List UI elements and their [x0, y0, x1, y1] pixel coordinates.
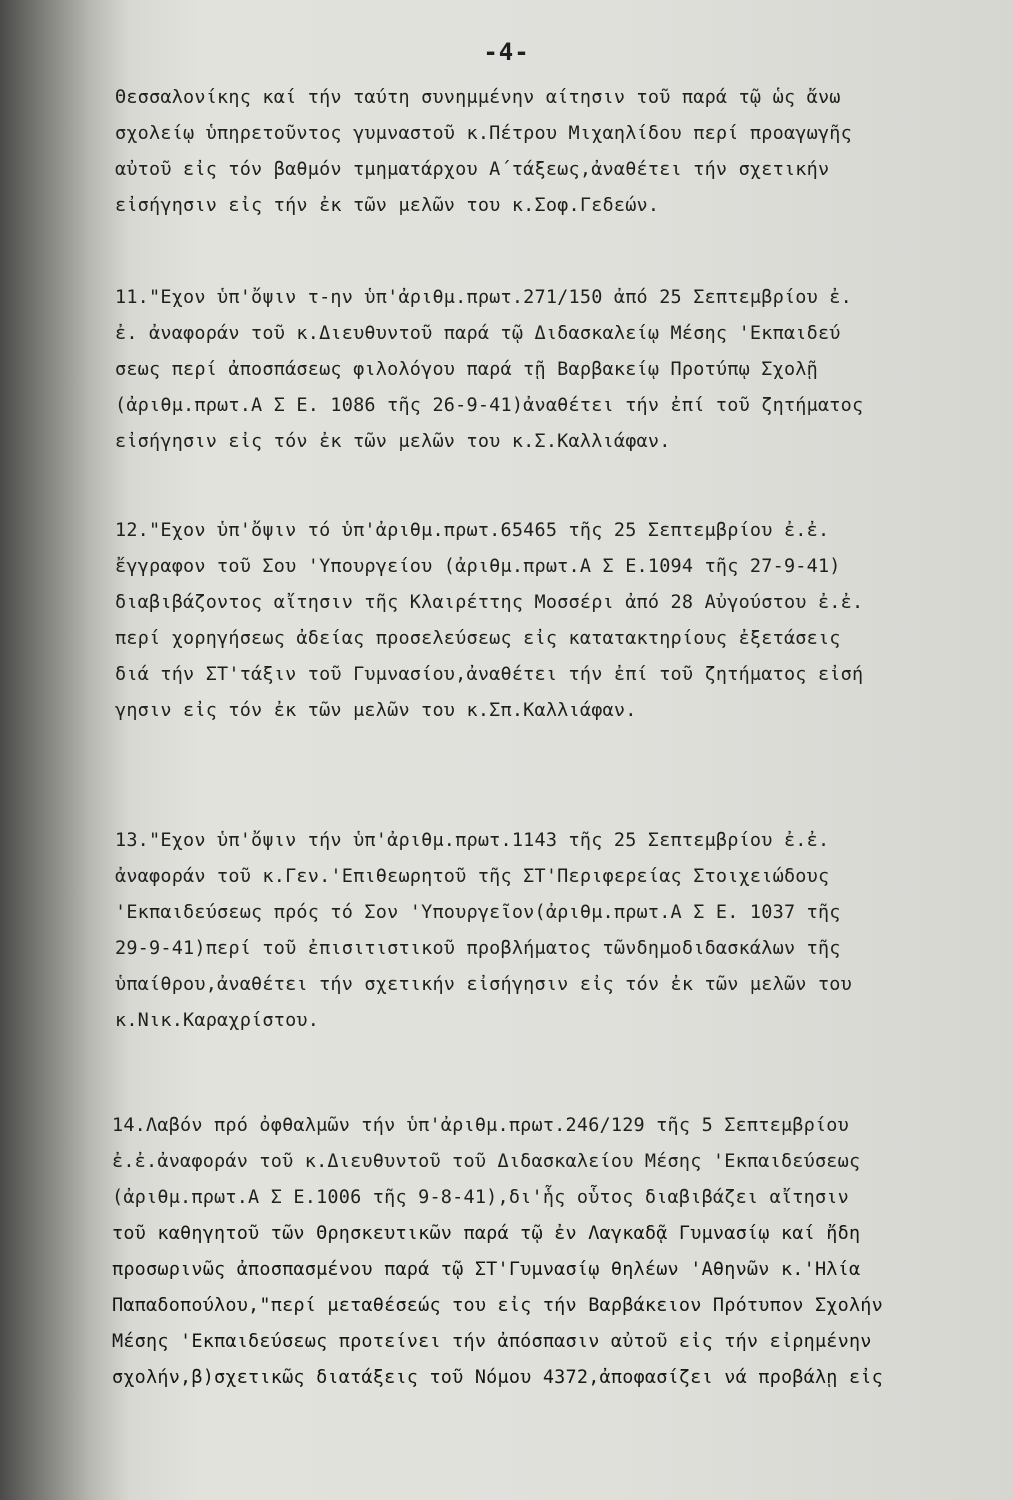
text-line: ἐ.ἐ.ἀναφοράν τοῦ κ.Διευθυντοῦ τοῦ Διδασκαλείου Μέσης 'Εκπαιδεύσεως: [112, 1151, 861, 1172]
text-line: αὐτοῦ εἰς τόν βαθμόν τμηματάρχου Α΄τάξεως,ἀναθέτει τήν σχετικήν: [115, 159, 830, 180]
text-line: περί χορηγήσεως ἀδείας προσελεύσεως εἰς κατατακτηρίους ἐξετάσεις: [115, 628, 841, 649]
paragraph-item-12: [115, 513, 995, 729]
text-line: 12."Εχον ὑπ'ὄψιν τό ὑπ'ἀριθμ.πρωτ.65465 τῆς 25 Σεπτεμβρίου ἐ.ἐ.: [115, 520, 830, 541]
text-line: σεως περί ἀποσπάσεως φιλολόγου παρά τῇ Βαρβακείῳ Προτύπῳ Σχολῇ: [115, 359, 818, 380]
paragraph-item-11: [115, 280, 995, 460]
text-line: Μέσης 'Εκπαιδεύσεως προτείνει τήν ἀπόσπασιν αὐτοῦ εἰς τήν εἰρημένην: [112, 1331, 872, 1352]
text-line: 'Εκπαιδεύσεως πρός τό Σον 'Υπουργεῖον(ἀριθμ.πρωτ.Α Σ Ε. 1037 τῆς: [115, 902, 841, 923]
text-line: ἔγγραφον τοῦ Σου 'Υπουργείου (ἀριθμ.πρωτ.Α Σ Ε.1094 τῆς 27-9-41): [115, 556, 841, 577]
paragraph-intro: [115, 80, 995, 224]
text-line: (ἀριθμ.πρωτ.Α Σ Ε.1006 τῆς 9-8-41),δι'ἧς οὗτος διαβιβάζει αἴτησιν: [112, 1187, 849, 1208]
text-line: σχολείῳ ὑπηρετοῦντος γυμναστοῦ κ.Πέτρου Μιχαηλίδου περί προαγωγῆς: [115, 123, 852, 144]
text-line: διαβιβάζοντος αἴτησιν τῆς Κλαιρέττης Μοσσέρι ἀπό 28 Αὐγούστου ἐ.ἐ.: [115, 592, 864, 613]
text-line: ἐ. ἀναφοράν τοῦ κ.Διευθυντοῦ παρά τῷ Διδασκαλείῳ Μέσης 'Εκπαιδεύ: [115, 323, 841, 344]
text-line: εἰσήγησιν εἰς τόν ἐκ τῶν μελῶν του κ.Σ.Καλλιάφαν.: [115, 431, 671, 452]
text-line: σχολήν,β)σχετικῶς διατάξεις τοῦ Νόμου 4372,ἀποφασίζει νά προβάλῃ εἰς: [112, 1367, 883, 1388]
text-line: ὑπαίθρου,ἀναθέτει τήν σχετικήν εἰσήγησιν εἰς τόν ἐκ τῶν μελῶν του: [115, 974, 852, 995]
text-line: 11."Εχον ὑπ'ὄψιν τ-ην ὑπ'ἀριθμ.πρωτ.271/150 ἀπό 25 Σεπτεμβρίου ἐ.: [115, 287, 852, 308]
text-line: Θεσσαλονίκης καί τήν ταύτη συνημμένην αίτησιν τοῦ παρά τῷ ὡς ἄνω: [115, 87, 841, 108]
text-line: (ἀριθμ.πρωτ.Α Σ Ε. 1086 τῆς 26-9-41)ἀναθέτει τήν ἐπί τοῦ ζητήματος: [115, 395, 864, 416]
text-line: 14.Λαβόν πρό ὀφθαλμῶν τήν ὑπ'ἀριθμ.πρωτ.246/129 τῆς 5 Σεπτεμβρίου: [112, 1115, 849, 1136]
page-number: -4-: [483, 38, 530, 66]
text-line: τοῦ καθηγητοῦ τῶν Θρησκευτικῶν παρά τῷ ἐν Λαγκαδᾷ Γυμνασίῳ καί ἤδη: [112, 1223, 861, 1244]
text-line: 13."Εχον ὑπ'ὄψιν τήν ὑπ'ἀριθμ.πρωτ.1143 τῆς 25 Σεπτεμβρίου ἐ.ἐ.: [115, 830, 830, 851]
text-line: κ.Νικ.Καραχρίστου.: [115, 1010, 320, 1031]
text-line: προσωρινῶς ἀποσπασμένου παρά τῷ ΣΤ'Γυμνασίῳ θηλέων 'Αθηνῶν κ.'Ηλία: [112, 1259, 861, 1280]
text-line: γησιν εἰς τόν ἐκ τῶν μελῶν του κ.Σπ.Καλλιάφαν.: [115, 700, 637, 721]
text-line: εἰσήγησιν εἰς τήν ἐκ τῶν μελῶν του κ.Σοφ.Γεδεών.: [115, 195, 660, 216]
paragraph-item-14: [112, 1108, 992, 1396]
text-line: Παπαδοπούλου,"περί μεταθέσεώς του εἰς τήν Βαρβάκειον Πρότυπον Σχολήν: [112, 1295, 883, 1316]
paragraph-item-13: [115, 823, 995, 1039]
text-line: 29-9-41)περί τοῦ ἐπισιτιστικοῦ προβλήματος τῶνδημοδιδασκάλων τῆς: [115, 938, 841, 959]
text-line: ἀναφοράν τοῦ κ.Γεν.'Επιθεωρητοῦ τῆς ΣΤ'Περιφερείας Στοιχειώδους: [115, 866, 830, 887]
text-line: διά τήν ΣΤ'τάξιν τοῦ Γυμνασίου,ἀναθέτει τήν ἐπί τοῦ ζητήματος εἰσή: [115, 664, 864, 685]
